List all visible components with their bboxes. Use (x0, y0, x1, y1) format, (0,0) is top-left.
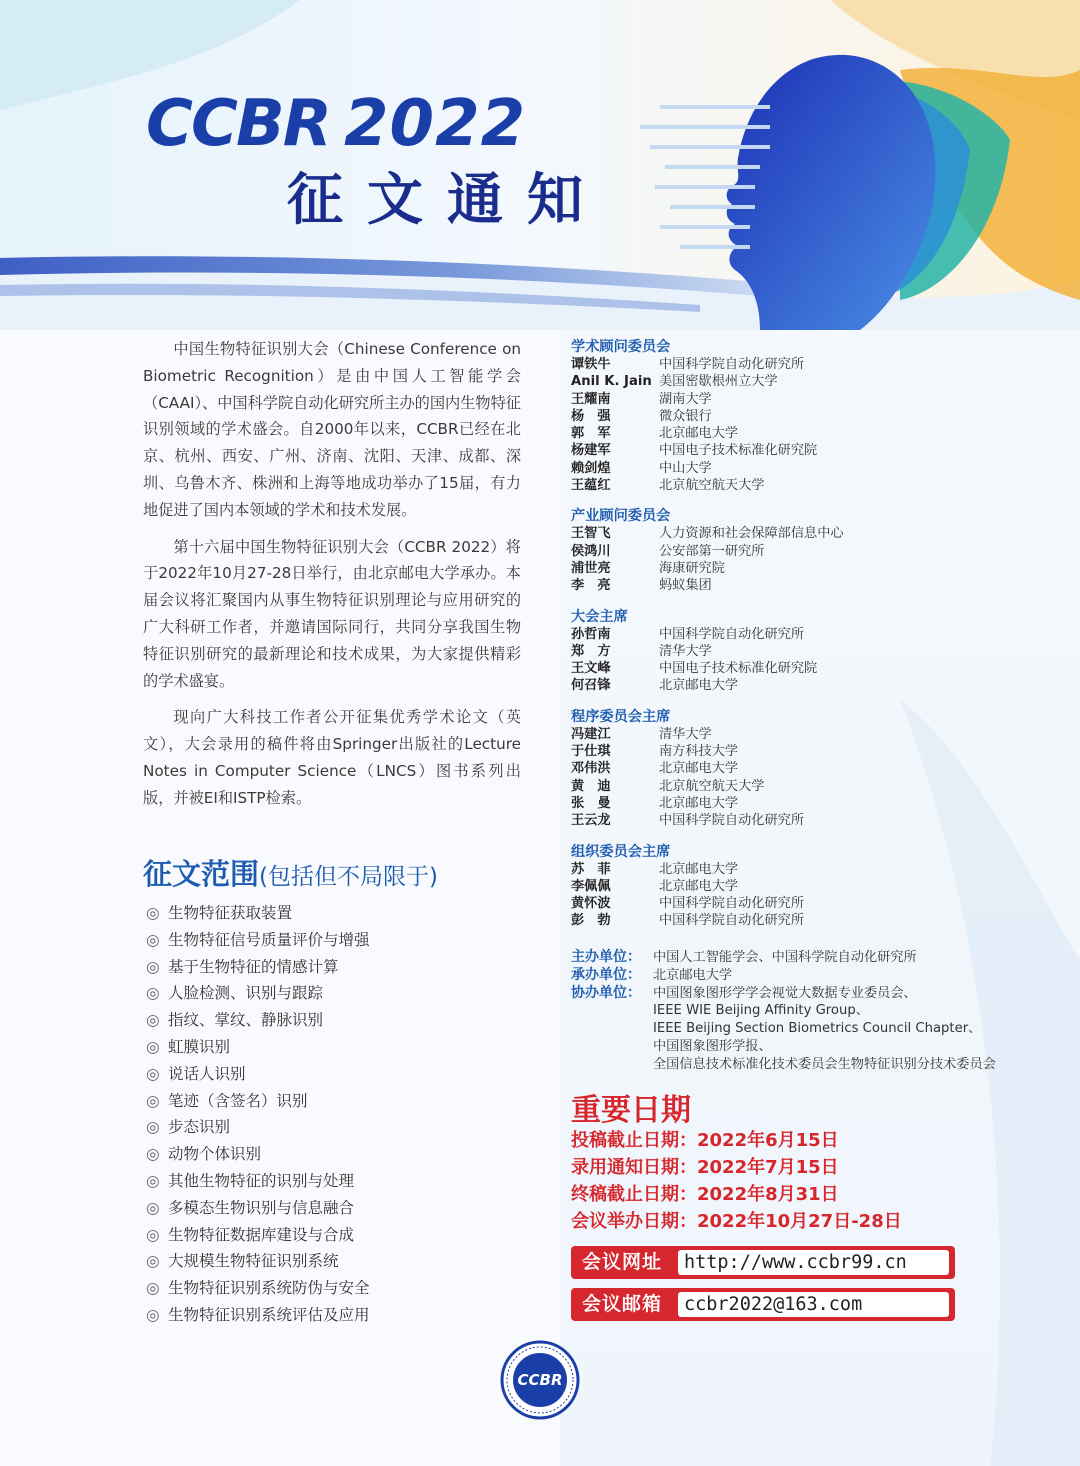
member-name: 何召锋 (571, 678, 611, 694)
member-name: 郭 军 (571, 426, 611, 442)
member-name: 王蕴红 (571, 478, 611, 494)
bullet-icon: ◎ (146, 1091, 160, 1110)
scope-item (146, 1088, 370, 1115)
bullet-icon: ◎ (146, 1011, 160, 1030)
conference-seal-icon (500, 1340, 580, 1420)
member-name: 郑 方 (571, 643, 611, 659)
member-name: Anil K. Jain (571, 374, 652, 390)
co-value-5: 全国信息技术标准化技术委员会生物特征识别分技术委员会 (653, 1057, 996, 1072)
member-name: 侯鸿川 (571, 543, 611, 559)
member-name: 邓伟洪 (571, 761, 611, 777)
member-org: 中国电子技术标准化研究院 (659, 661, 818, 677)
member-org: 南方科技大学 (659, 744, 739, 760)
committee-member (571, 878, 1051, 895)
logo-year: 2022 (344, 87, 527, 161)
scope-item (146, 1302, 370, 1329)
committee-member (571, 391, 1051, 408)
member-org: 北京邮电大学 (659, 878, 739, 894)
website-label: 会议网址 (582, 1251, 663, 1273)
member-name: 王耀南 (571, 391, 611, 407)
co-value-3: IEEE Beijing Section Biometrics Council Chapter、 (653, 1021, 982, 1036)
member-org: 中国科学院自动化研究所 (659, 813, 805, 829)
conference-logo (146, 87, 527, 161)
scope-heading (143, 852, 438, 893)
committee-member (571, 743, 1051, 760)
scope-item-text: 大规模生物特征识别系统 (168, 1252, 339, 1271)
bullet-icon: ◎ (146, 1064, 160, 1083)
seal-text: CCBR (517, 1371, 563, 1389)
committee-member (571, 543, 1051, 560)
organizers (571, 948, 996, 1074)
scope-item (146, 1168, 370, 1195)
committee-member (571, 442, 1051, 459)
bullet-icon: ◎ (146, 930, 160, 949)
scope-item (146, 1034, 370, 1061)
scope-item-text: 动物个体识别 (168, 1145, 262, 1164)
scope-item (146, 927, 370, 954)
bullet-icon: ◎ (146, 1037, 160, 1056)
member-name: 赖剑煌 (571, 460, 611, 476)
member-name: 李佩佩 (571, 878, 611, 894)
email-bar (571, 1288, 955, 1321)
scope-title: 征文范围 (143, 857, 260, 891)
scope-item-text: 生物特征识别系统防伪与安全 (168, 1279, 370, 1298)
member-name: 浦世亮 (571, 560, 611, 576)
dates-heading: 重要日期 (571, 1093, 691, 1128)
committee-member (571, 895, 1051, 912)
member-name: 于仕琪 (571, 744, 611, 760)
date-conference: 会议举办日期：2022年10月27日-28日 (571, 1211, 902, 1232)
member-org: 微众银行 (659, 408, 712, 424)
scope-item-text: 人脸检测、识别与跟踪 (168, 984, 324, 1003)
scope-item (146, 1248, 370, 1275)
member-name: 张 曼 (571, 795, 611, 811)
committee-member (571, 812, 1051, 829)
scope-item (146, 1275, 370, 1302)
scope-item-text: 生物特征获取装置 (168, 904, 293, 922)
undertake-label: 承办单位： (571, 967, 641, 983)
scope-item (146, 954, 370, 981)
date-submission: 投稿截止日期：2022年6月15日 (571, 1130, 839, 1151)
member-org: 清华大学 (659, 643, 712, 659)
member-name: 黄 迪 (571, 778, 611, 794)
member-org: 中国科学院自动化研究所 (659, 896, 805, 912)
scope-subtitle: (包括但不局限于) (259, 864, 438, 890)
intro-paragraph-1: 中国生物特征识别大会（Chinese Conference on Biometric Recognition）是由中国人工智能学会（CAAI）、中国科学院自动化研究所主办的国内生物特征识别领域的学术盛会。自2000年以来，CCBR已经在北京、杭州、西安、广州、济南、沈阳、天津、成都、深圳、乌鲁木齐、株洲和上海等地成功举办了15届，有力地促进了国内本领域的学术和技术发展。 (143, 340, 521, 519)
date-notification: 录用通知日期：2022年7月15日 (571, 1157, 839, 1178)
member-org: 海康研究院 (659, 560, 725, 576)
committee-title: 组织委员会主席 (571, 843, 671, 860)
scope-item-text: 生物特征信号质量评价与增强 (168, 930, 370, 949)
member-org: 蚂蚁集团 (659, 578, 712, 594)
committee-title: 产业顾问委员会 (571, 508, 671, 525)
logo-text: CCBR (146, 87, 330, 161)
date-camera-ready: 终稿截止日期：2022年8月31日 (571, 1184, 839, 1205)
scope-item-text: 生物特征识别系统评估及应用 (168, 1305, 370, 1324)
committee-title: 大会主席 (571, 608, 628, 625)
co-value-1: 中国图象图形学学会视觉大数据专业委员会、 (653, 986, 917, 1001)
committee-member (571, 577, 1051, 594)
bullet-icon: ◎ (146, 957, 160, 976)
scope-item (146, 900, 370, 927)
member-org: 清华大学 (659, 726, 712, 742)
member-org: 湖南大学 (659, 391, 712, 407)
co-value-4: 中国图象图形学报、 (653, 1039, 772, 1054)
member-name: 彭 勃 (571, 913, 611, 929)
scope-item-text: 其他生物特征的识别与处理 (168, 1171, 355, 1190)
email-link[interactable]: ccbr2022@163.com (678, 1292, 949, 1317)
member-name: 杨建军 (571, 443, 611, 459)
committee-member (571, 660, 1051, 677)
committee-member (571, 356, 1051, 373)
member-name: 苏 菲 (571, 861, 611, 877)
scope-item (146, 1222, 370, 1249)
committee-title: 学术顾问委员会 (571, 339, 671, 355)
co-label: 协办单位： (571, 985, 641, 1001)
member-org: 中国科学院自动化研究所 (659, 357, 805, 372)
committee-member (571, 760, 1051, 777)
bullet-icon: ◎ (146, 1198, 160, 1217)
email-label: 会议邮箱 (582, 1293, 663, 1315)
member-name: 王文峰 (571, 661, 611, 677)
committee-member (571, 677, 1051, 694)
page-title: 征文通知 (287, 168, 607, 233)
committee-member (571, 525, 1051, 542)
intro-text (143, 336, 521, 822)
committee-title: 程序委员会主席 (571, 708, 671, 725)
member-org: 中山大学 (659, 460, 712, 476)
scope-item (146, 1007, 370, 1034)
committee-list (571, 338, 1051, 930)
bullet-icon: ◎ (146, 1305, 160, 1324)
member-name: 孙哲南 (571, 626, 611, 642)
scope-item (146, 1114, 370, 1141)
committee-member (571, 408, 1051, 425)
host-value: 中国人工智能学会、中国科学院自动化研究所 (653, 950, 917, 965)
scope-item-text: 多模态生物识别与信息融合 (168, 1198, 355, 1217)
member-org: 公安部第一研究所 (659, 543, 765, 559)
bullet-icon: ◎ (146, 1252, 160, 1271)
member-org: 北京邮电大学 (659, 861, 739, 877)
scope-item (146, 1141, 370, 1168)
member-org: 中国电子技术标准化研究院 (659, 443, 818, 459)
committee-member (571, 643, 1051, 660)
scope-item-text: 虹膜识别 (168, 1037, 231, 1056)
member-org: 中国科学院自动化研究所 (659, 913, 805, 929)
committee-member (571, 373, 1051, 390)
website-link[interactable]: http://www.ccbr99.cn (678, 1250, 949, 1275)
scope-list (146, 900, 370, 1329)
bullet-icon: ◎ (146, 1225, 160, 1244)
member-org: 北京邮电大学 (659, 795, 739, 811)
member-name: 谭铁牛 (571, 357, 611, 372)
committee-member (571, 425, 1051, 442)
committee-member (571, 795, 1051, 812)
scope-item (146, 1061, 370, 1088)
member-name: 王云龙 (571, 813, 611, 829)
committee-member (571, 861, 1051, 878)
member-name: 王智飞 (571, 526, 611, 542)
scope-item (146, 980, 370, 1007)
committee-member (571, 778, 1051, 795)
member-org: 北京邮电大学 (659, 761, 739, 777)
scope-item-text: 指纹、掌纹、静脉识别 (168, 1011, 324, 1030)
host-label: 主办单位： (571, 949, 641, 965)
scope-item-text: 说话人识别 (168, 1064, 246, 1083)
member-name: 冯建江 (571, 726, 611, 742)
member-org: 北京航空航天大学 (659, 478, 765, 494)
bullet-icon: ◎ (146, 984, 160, 1003)
member-name: 杨 强 (571, 408, 611, 424)
scope-item-text: 步态识别 (168, 1118, 231, 1137)
member-org: 北京航空航天大学 (659, 778, 765, 794)
bullet-icon: ◎ (146, 1171, 160, 1190)
committee-member (571, 560, 1051, 577)
committee-member (571, 460, 1051, 477)
bullet-icon: ◎ (146, 1145, 160, 1164)
committee-member (571, 477, 1051, 494)
committee-member (571, 626, 1051, 643)
dates-list (571, 1127, 902, 1235)
scope-item-text: 基于生物特征的情感计算 (168, 957, 339, 976)
website-bar (571, 1246, 955, 1279)
scope-item-text: 笔迹（含签名）识别 (168, 1091, 308, 1110)
intro-paragraph-3: 现向广大科技工作者公开征集优秀学术论文（英文），大会录用的稿件将由Springer出版社的Lecture Notes in Computer Science（LNCS）图书系列出版，并被EI和ISTP检索。 (143, 708, 521, 807)
member-name: 李 亮 (571, 578, 611, 594)
co-value-2: IEEE WIE Beijing Affinity Group、 (653, 1003, 869, 1018)
member-org: 北京邮电大学 (659, 678, 739, 694)
member-org: 人力资源和社会保障部信息中心 (659, 526, 844, 542)
member-org: 美国密歇根州立大学 (659, 374, 778, 390)
member-name: 黄怀波 (571, 896, 611, 912)
committee-member (571, 726, 1051, 743)
bullet-icon: ◎ (146, 904, 160, 922)
scope-item (146, 1195, 370, 1222)
member-org: 中国科学院自动化研究所 (659, 626, 805, 642)
intro-paragraph-2: 第十六届中国生物特征识别大会（CCBR 2022）将于2022年10月27-28日举行，由北京邮电大学承办。本届会议将汇聚国内从事生物特征识别理论与应用研究的广大科研工作者，并邀请国际同行，共同分享我国生物特征识别研究的最新理论和技术成果，为大家提供精彩的学术盛宴。 (143, 537, 521, 690)
scope-item-text: 生物特征数据库建设与合成 (168, 1225, 355, 1244)
member-org: 北京邮电大学 (659, 426, 739, 442)
bullet-icon: ◎ (146, 1118, 160, 1137)
undertake-value: 北京邮电大学 (653, 968, 733, 983)
bullet-icon: ◎ (146, 1279, 160, 1298)
committee-member (571, 912, 1051, 929)
